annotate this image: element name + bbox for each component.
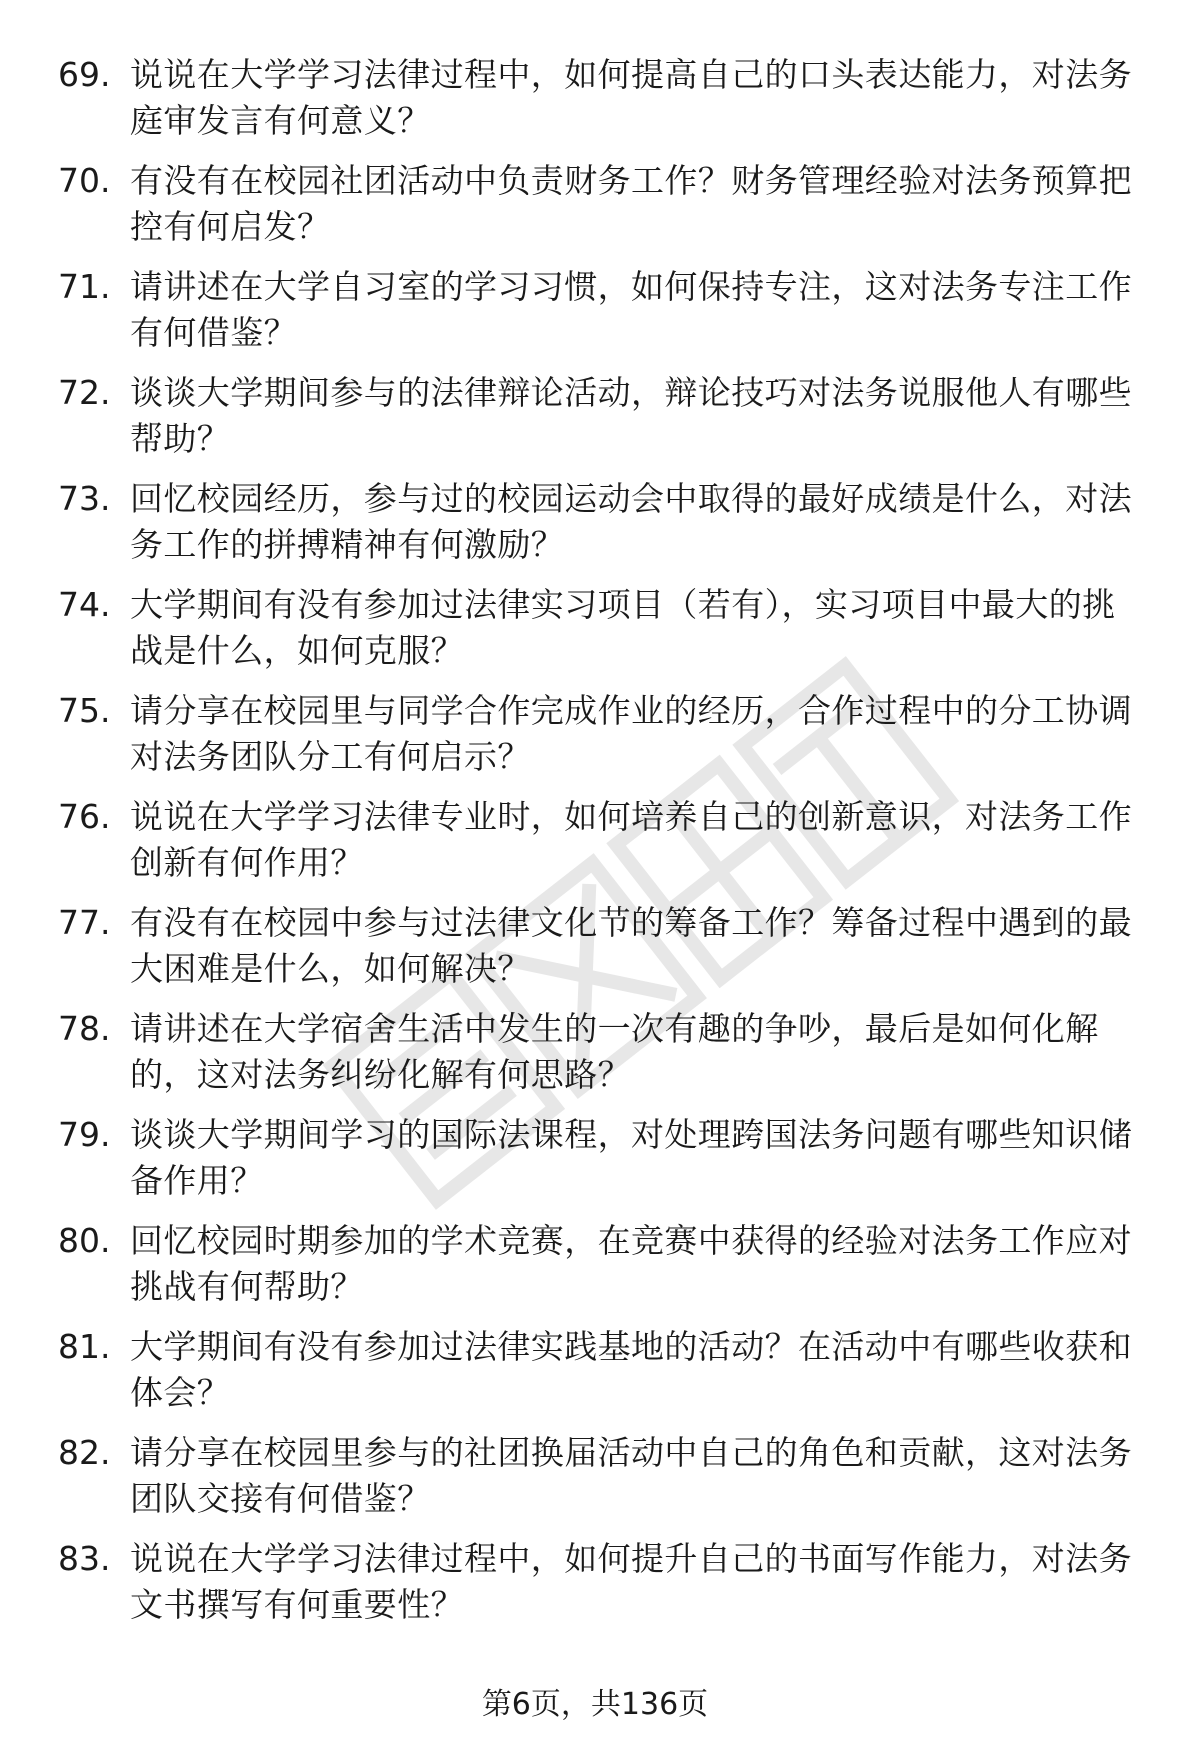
question-text: 大学期间有没有参加过法律实践基地的活动？在活动中有哪些收获和体会？	[130, 1327, 1132, 1412]
question-text: 说说在大学学习法律专业时，如何培养自己的创新意识，对法务工作创新有何作用？	[130, 797, 1132, 882]
question-text: 大学期间有没有参加过法律实习项目（若有），实习项目中最大的挑战是什么，如何克服？	[130, 585, 1116, 670]
question-number: 82.	[58, 1433, 111, 1472]
question-text: 请分享在校园里与同学合作完成作业的经历，合作过程中的分工协调对法务团队分工有何启示？	[130, 691, 1132, 776]
list-item	[58, 794, 1148, 900]
question-text: 回忆校园经历，参与过的校园运动会中取得的最好成绩是什么，对法务工作的拼搏精神有何激励？	[130, 479, 1132, 564]
question-number: 73.	[58, 479, 111, 518]
list-item	[58, 900, 1148, 1006]
question-text: 请讲述在大学自习室的学习习惯，如何保持专注，这对法务专注工作有何借鉴？	[130, 267, 1132, 352]
list-item	[58, 52, 1148, 158]
question-number: 71.	[58, 267, 111, 306]
list-item	[58, 264, 1148, 370]
question-number: 83.	[58, 1539, 111, 1578]
question-text: 有没有在校园中参与过法律文化节的筹备工作？筹备过程中遇到的最大困难是什么，如何解决？	[130, 903, 1132, 988]
list-item	[58, 1324, 1148, 1430]
question-number: 74.	[58, 585, 111, 624]
question-number: 80.	[58, 1221, 111, 1260]
question-number: 75.	[58, 691, 111, 730]
question-number: 78.	[58, 1009, 111, 1048]
question-text: 说说在大学学习法律过程中，如何提高自己的口头表达能力，对法务庭审发言有何意义？	[130, 55, 1132, 140]
question-text: 说说在大学学习法律过程中，如何提升自己的书面写作能力，对法务文书撰写有何重要性？	[130, 1539, 1132, 1624]
list-item	[58, 1006, 1148, 1112]
question-number: 70.	[58, 161, 111, 200]
question-number: 76.	[58, 797, 111, 836]
page-number-footer: 第6页，共136页	[481, 1687, 709, 1722]
question-list	[58, 52, 1148, 1642]
list-item	[58, 476, 1148, 582]
question-text: 回忆校园时期参加的学术竞赛，在竞赛中获得的经验对法务工作应对挑战有何帮助？	[130, 1221, 1132, 1306]
list-item	[58, 370, 1148, 476]
list-item	[58, 582, 1148, 688]
question-text: 有没有在校园社团活动中负责财务工作？财务管理经验对法务预算把控有何启发？	[130, 161, 1132, 246]
list-item	[58, 158, 1148, 264]
question-text: 谈谈大学期间参与的法律辩论活动，辩论技巧对法务说服他人有哪些帮助？	[130, 373, 1132, 458]
list-item	[58, 1112, 1148, 1218]
question-number: 72.	[58, 373, 111, 412]
list-item	[58, 1536, 1148, 1642]
list-item	[58, 1430, 1148, 1536]
question-number: 77.	[58, 903, 111, 942]
question-number: 79.	[58, 1115, 111, 1154]
question-number: 69.	[58, 55, 111, 94]
list-item	[58, 1218, 1148, 1324]
list-item	[58, 688, 1148, 794]
question-text: 请讲述在大学宿舍生活中发生的一次有趣的争吵，最后是如何化解的，这对法务纠纷化解有何思路？	[130, 1009, 1099, 1094]
question-number: 81.	[58, 1327, 111, 1366]
question-text: 谈谈大学期间学习的国际法课程，对处理跨国法务问题有哪些知识储备作用？	[130, 1115, 1132, 1200]
question-text: 请分享在校园里参与的社团换届活动中自己的角色和贡献，这对法务团队交接有何借鉴？	[130, 1433, 1132, 1518]
